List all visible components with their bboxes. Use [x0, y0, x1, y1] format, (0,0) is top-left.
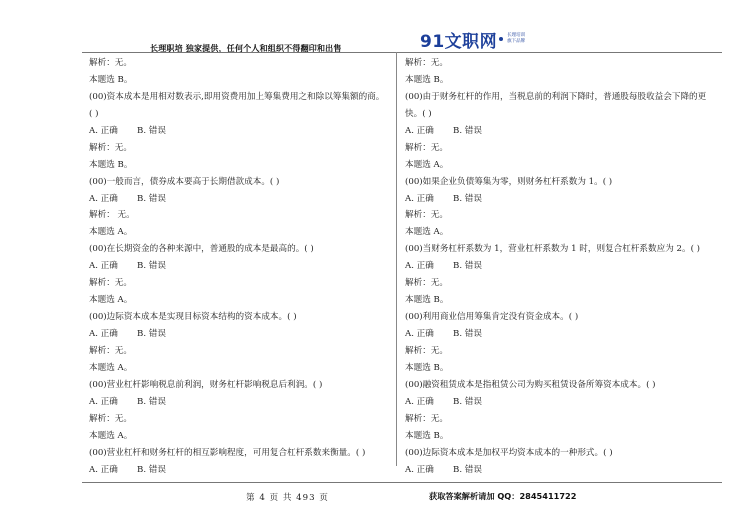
- option-a: A. 正确: [89, 329, 118, 339]
- answer-options: [405, 462, 715, 479]
- text-line: 解析：无。: [405, 345, 448, 356]
- option-b: B. 错误: [137, 125, 166, 136]
- answer-options: [89, 462, 389, 479]
- option-b: B. 错误: [453, 329, 482, 339]
- option-b: B. 错误: [453, 125, 482, 136]
- text-line: 本题选 A。: [89, 295, 133, 306]
- answer-options: [405, 191, 715, 208]
- text-line: 本题选 A。: [89, 362, 133, 373]
- option-a: A. 正确: [405, 193, 434, 204]
- text-line: 本题选 B。: [89, 159, 133, 170]
- option-b: B. 错误: [137, 261, 166, 272]
- option-b: B. 错误: [137, 396, 166, 407]
- text-line: (00)如果企业负债筹集为零，则财务杠杆系数为 1。( ): [405, 176, 613, 187]
- text-line: (00)在长期资金的各种来源中，普通股的成本是最高的。( ): [89, 244, 314, 255]
- text-line: 本题选 B。: [405, 430, 449, 441]
- option-a: A. 正确: [89, 464, 118, 475]
- right-column: [405, 55, 715, 478]
- text-line: 解析：无。: [405, 58, 448, 68]
- left-column: [89, 55, 389, 478]
- option-a: A. 正确: [405, 125, 434, 136]
- text-line: 解析：无。: [405, 278, 448, 289]
- footer-contact: 获取答案解析请加 QQ：2845411722: [429, 491, 577, 501]
- header-notice: 长理职培 独家提供，任何个人和组织不得翻印和出售: [150, 44, 342, 53]
- option-a: A. 正确: [89, 193, 118, 204]
- option-a: A. 正确: [89, 261, 118, 272]
- text-line: 解析：无。: [89, 278, 132, 289]
- text-line: 解析：无。: [89, 58, 132, 68]
- text-line: (00)一般而言，债券成本要高于长期借款成本。( ): [89, 176, 280, 187]
- text-line: 解析：无。: [405, 413, 448, 424]
- text-line: 本题选 B。: [89, 74, 133, 85]
- text-line: 快。( ): [405, 108, 432, 119]
- text-line: 本题选 B。: [405, 74, 449, 85]
- option-b: B. 错误: [453, 464, 482, 475]
- logo-tag-line-1: 长理培训: [507, 33, 526, 38]
- option-a: A. 正确: [89, 396, 118, 407]
- text-line: 本题选 A。: [89, 430, 133, 441]
- text-line: (00)边际资本成本是实现目标资本结构的资本成本。( ): [89, 312, 297, 323]
- text-line: 本题选 B。: [405, 362, 449, 373]
- text-line: 本题选 A。: [89, 227, 133, 238]
- option-a: A. 正确: [89, 125, 118, 136]
- option-a: A. 正确: [405, 329, 434, 339]
- answer-options: [89, 123, 389, 140]
- answer-options: [405, 123, 715, 140]
- answer-options: [89, 326, 389, 343]
- answer-options: [89, 191, 389, 208]
- header-divider: [82, 52, 722, 53]
- text-line: 解析：无。: [405, 142, 448, 153]
- option-b: B. 错误: [137, 193, 166, 204]
- option-b: B. 错误: [453, 396, 482, 407]
- answer-options: [89, 258, 389, 275]
- text-line: 本题选 A。: [405, 227, 449, 238]
- text-line: (00)边际资本成本是加权平均资本成本的一种形式。( ): [405, 447, 613, 458]
- answer-options: [89, 394, 389, 411]
- text-line: 解析：无。: [89, 345, 132, 356]
- answer-options: [405, 258, 715, 275]
- answer-options: [405, 394, 715, 411]
- text-line: 解析： 无。: [89, 210, 135, 221]
- logo-tagline: [507, 33, 525, 45]
- text-line: 本题选 A。: [405, 159, 449, 170]
- text-line: (00)利用商业信用筹集肯定没有资金成本。( ): [405, 312, 579, 323]
- option-b: B. 错误: [453, 261, 482, 272]
- answer-options: [405, 326, 715, 343]
- logo-text: 91文职网: [420, 31, 498, 52]
- logo-tag-line-2: 旗下品牌: [507, 39, 526, 44]
- footer-divider: [82, 482, 722, 483]
- option-b: B. 错误: [137, 329, 166, 339]
- site-logo[interactable]: [420, 28, 525, 50]
- option-a: A. 正确: [405, 396, 434, 407]
- text-line: (00)营业杠杆影响税息前利润，财务杠杆影响税息后利润。( ): [89, 379, 323, 390]
- text-line: 解析：无。: [89, 413, 132, 424]
- text-line: 解析：无。: [405, 210, 448, 221]
- text-line: 本题选 B。: [405, 295, 449, 306]
- text-line: (00)当财务杠杆系数为 1，营业杠杆系数为 1 时，则复合杠杆系数应为 2。( ): [405, 244, 701, 255]
- text-line: ( ): [89, 108, 99, 119]
- option-b: B. 错误: [453, 193, 482, 204]
- text-line: (00)融资租赁成本是指租赁公司为购买租赁设备所筹资本成本。( ): [405, 379, 656, 390]
- option-a: A. 正确: [405, 261, 434, 272]
- text-line: (00)资本成本是用相对数表示,即用资费用加上筹集费用之和除以筹集额的商。: [89, 91, 385, 102]
- text-line: (00)由于财务杠杆的作用，当税息前的利润下降时，普通股每股收益会下降的更: [405, 91, 707, 102]
- page-number: 第 4 页 共 493 页: [246, 493, 329, 503]
- text-line: (00)营业杠杆和财务杠杆的相互影响程度，可用复合杠杆系数来衡量。( ): [89, 447, 366, 458]
- logo-dot-icon: [499, 37, 503, 41]
- option-b: B. 错误: [137, 464, 166, 475]
- option-a: A. 正确: [405, 464, 434, 475]
- text-line: 解析：无。: [89, 142, 132, 153]
- column-divider: [396, 52, 397, 466]
